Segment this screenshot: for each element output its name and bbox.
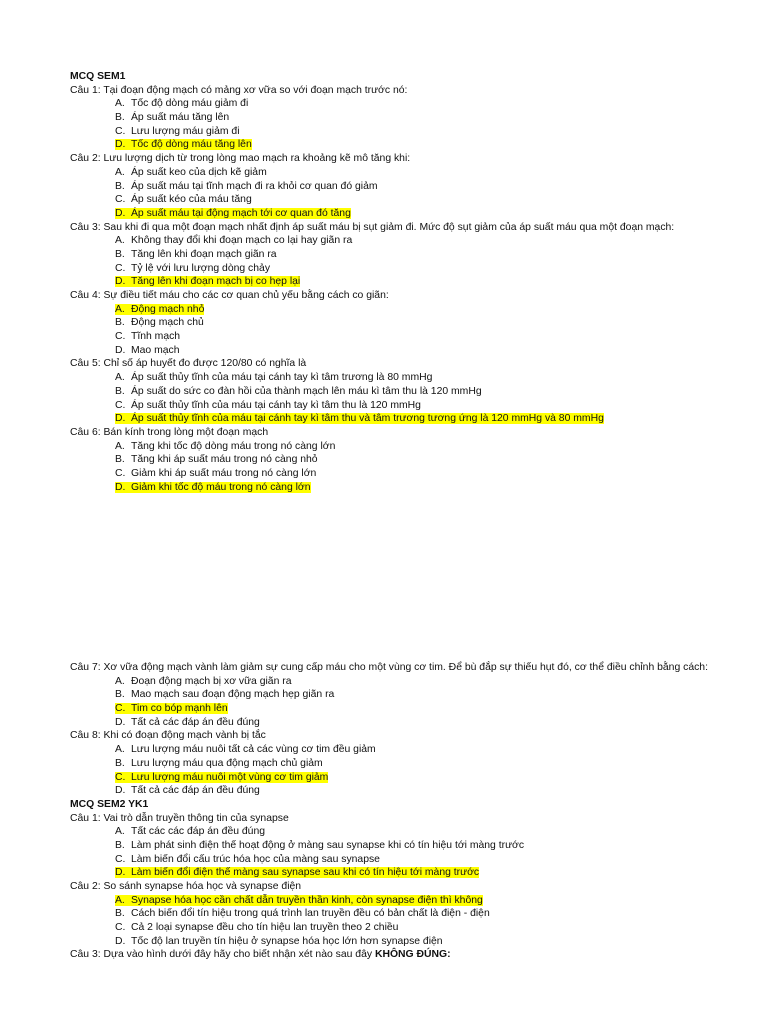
option-c <box>70 467 730 481</box>
option-text: Áp suất máu tăng lên <box>131 112 230 124</box>
option-letter: B. <box>115 385 125 397</box>
option-c <box>70 125 730 139</box>
option-b <box>70 248 730 262</box>
option-d <box>70 275 730 289</box>
option-a <box>70 97 730 111</box>
option-letter: B. <box>115 454 125 466</box>
option-letter: B. <box>115 839 125 851</box>
question-stem-emphasis: KHÔNG ĐÚNG: <box>374 949 451 961</box>
option-letter: B. <box>115 908 125 920</box>
option-letter: C. <box>115 125 126 137</box>
option-letter: D. <box>115 207 126 219</box>
option-c <box>70 921 730 935</box>
option-a <box>70 303 730 317</box>
option-c <box>70 853 730 867</box>
option-b <box>70 688 730 702</box>
option-c <box>70 399 730 413</box>
option-c <box>70 262 730 276</box>
option-c <box>70 330 730 344</box>
option-text: Lưu lượng máu nuôi tất cả các vùng cơ tim đều giảm <box>131 744 376 756</box>
option-text: Tăng khi tốc độ dòng máu trong nó càng lớn <box>131 440 336 452</box>
question-7 <box>70 661 730 729</box>
option-text: Làm biến đổi cấu trúc hóa học của màng sau synapse <box>131 853 380 865</box>
option-text: Cả 2 loại synapse đều cho tín hiệu lan truyền theo 2 chiều <box>131 922 399 934</box>
option-letter: D. <box>115 481 126 493</box>
option-text: Giảm khi áp suất máu trong nó càng lớn <box>131 467 317 479</box>
option-text-highlighted: Làm biến đổi điện thế màng sau synapse sau khi có tín hiệu tới màng trước <box>131 867 480 879</box>
option-text: Tất các các đáp án đều đúng <box>131 826 266 838</box>
option-letter: D. <box>115 413 126 425</box>
question-5 <box>70 357 730 425</box>
option-b <box>70 453 730 467</box>
option-text: Áp suất thủy tĩnh của máu tại cánh tay kì tâm thu là 120 mmHg <box>131 399 421 411</box>
option-letter: C. <box>115 331 126 343</box>
option-text-highlighted: Áp suất thủy tĩnh của máu tại cánh tay kì tâm thu và tâm trương tương ứng là 120 mmHg và 80 mmHg <box>131 413 604 425</box>
question-stem <box>70 948 730 962</box>
option-d <box>70 866 730 880</box>
question-sem2-1 <box>70 812 730 880</box>
option-d <box>70 412 730 426</box>
question-stem-text: Câu 3: Dựa vào hình dưới đây hãy cho biết nhận xét nào sau đây <box>70 949 375 961</box>
option-b <box>70 180 730 194</box>
option-text: Tất cả các đáp án đều đúng <box>131 716 260 728</box>
option-text: Tất cả các đáp án đều đúng <box>131 785 260 797</box>
question-6 <box>70 426 730 494</box>
option-a <box>70 166 730 180</box>
option-text-highlighted: Áp suất máu tại động mạch tới cơ quan đó tăng <box>131 207 351 219</box>
option-a <box>70 234 730 248</box>
option-letter: D. <box>115 276 126 288</box>
section-heading: MCQ SEM1 <box>70 71 126 82</box>
option-a <box>70 825 730 839</box>
option-letter: A. <box>115 744 125 756</box>
option-letter: B. <box>115 180 125 192</box>
option-text: Áp suất keo của dịch kẽ giảm <box>131 166 267 178</box>
option-text: Đoạn động mạch bị xơ vữa giãn ra <box>131 675 292 687</box>
option-b <box>70 839 730 853</box>
question-3 <box>70 221 730 289</box>
option-letter: D. <box>115 344 126 356</box>
option-text-highlighted: Synapse hóa học cần chất dẫn truyền thần kinh, còn synapse điện thì không <box>131 894 483 906</box>
option-d <box>70 481 730 495</box>
question-sem2-3 <box>70 948 730 962</box>
option-c <box>70 702 730 716</box>
option-letter: B. <box>115 689 125 701</box>
option-text: Không thay đổi khi đoạn mạch co lại hay giãn ra <box>131 235 353 247</box>
option-a <box>70 894 730 908</box>
question-4 <box>70 289 730 357</box>
question-sem2-2 <box>70 880 730 948</box>
section-sem1 <box>70 70 730 494</box>
option-letter: B. <box>115 112 125 124</box>
option-text: Tỷ lệ với lưu lượng dòng chảy <box>131 262 271 274</box>
option-c <box>70 771 730 785</box>
option-letter: C. <box>115 771 126 783</box>
option-text: Mao mạch sau đoạn động mạch hẹp giãn ra <box>131 689 335 701</box>
option-letter: D. <box>115 716 126 728</box>
option-text-highlighted: Tim co bóp mạnh lên <box>131 703 228 715</box>
option-letter: A. <box>115 303 125 315</box>
question-stem: Câu 6: Bán kính trong lòng một đoạn mạch <box>70 426 269 438</box>
option-text: Tốc độ dòng máu giảm đi <box>131 98 249 110</box>
option-text: Áp suất máu tại tĩnh mạch đi ra khỏi cơ quan đó giảm <box>131 180 378 192</box>
section-heading: MCQ SEM2 YK1 <box>70 798 149 810</box>
option-a <box>70 743 730 757</box>
option-text-highlighted: Tốc độ dòng máu tăng lên <box>131 139 252 151</box>
option-letter: A. <box>115 98 125 110</box>
option-letter: B. <box>115 317 125 329</box>
option-a <box>70 675 730 689</box>
option-b <box>70 316 730 330</box>
option-text: Làm phát sinh điện thế hoạt động ở màng sau synapse khi có tín hiệu tới màng trước <box>131 839 525 851</box>
option-text: Lưu lượng máu qua động mạch chủ giảm <box>131 757 323 769</box>
option-letter: C. <box>115 194 126 206</box>
option-d <box>70 138 730 152</box>
option-letter: C. <box>115 262 126 274</box>
option-letter: A. <box>115 826 125 838</box>
option-text: Mao mạch <box>131 344 180 356</box>
option-text: Tốc độ lan truyền tín hiệu ở synapse hóa học lớn hơn synapse điện <box>131 935 443 947</box>
question-stem: Câu 2: So sánh synapse hóa học và synapse điện <box>70 881 302 893</box>
question-8 <box>70 729 730 797</box>
option-text: Áp suất kéo của máu tăng <box>131 194 252 206</box>
question-stem: Câu 1: Vai trò dẫn truyền thông tin của synapse <box>70 812 289 824</box>
option-letter: C. <box>115 703 126 715</box>
option-b <box>70 907 730 921</box>
question-1 <box>70 84 730 152</box>
question-stem: Câu 5: Chỉ số áp huyết đo được 120/80 có nghĩa là <box>70 358 307 370</box>
section-sem2-yk1 <box>70 798 730 962</box>
option-letter: D. <box>115 867 126 879</box>
question-stem: Câu 1: Tại đoạn động mạch có mảng xơ vữa so với đoạn mạch trước nó: <box>70 84 408 96</box>
option-text-highlighted: Giảm khi tốc độ máu trong nó càng lớn <box>131 481 311 493</box>
question-stem: Câu 2: Lưu lượng dịch từ trong lòng mao mạch ra khoảng kẽ mô tăng khi: <box>70 153 411 165</box>
option-letter: C. <box>115 853 126 865</box>
option-text-highlighted: Động mạch nhỏ <box>131 303 205 315</box>
option-letter: B. <box>115 248 125 260</box>
option-text: Áp suất do sức co đàn hồi của thành mạch lên máu kì tâm thu là 120 mmHg <box>131 385 482 397</box>
option-d <box>70 784 730 798</box>
option-text-highlighted: Lưu lượng máu nuôi một vùng cơ tim giảm <box>131 771 329 783</box>
option-text: Tăng khi áp suất máu trong nó càng nhỏ <box>131 454 318 466</box>
option-letter: A. <box>115 675 125 687</box>
option-letter: D. <box>115 139 126 151</box>
option-b <box>70 111 730 125</box>
option-d <box>70 935 730 949</box>
option-d <box>70 207 730 221</box>
option-c <box>70 193 730 207</box>
option-letter: A. <box>115 894 125 906</box>
option-b <box>70 757 730 771</box>
option-letter: C. <box>115 467 126 479</box>
section-continued <box>70 661 730 962</box>
question-stem: Câu 4: Sự điều tiết máu cho các cơ quan chủ yếu bằng cách co giãn: <box>70 290 389 301</box>
option-a <box>70 371 730 385</box>
option-letter: D. <box>115 785 126 797</box>
option-letter: A. <box>115 235 125 247</box>
question-2 <box>70 152 730 220</box>
option-text: Tăng lên khi đoạn mạch giãn ra <box>131 248 277 260</box>
option-letter: C. <box>115 922 126 934</box>
option-a <box>70 440 730 454</box>
option-letter: A. <box>115 372 125 384</box>
option-letter: A. <box>115 166 125 178</box>
option-b <box>70 385 730 399</box>
option-letter: C. <box>115 399 126 411</box>
option-d <box>70 344 730 358</box>
option-letter: B. <box>115 757 125 769</box>
option-letter: D. <box>115 935 126 947</box>
option-text: Lưu lượng máu giảm đi <box>131 125 240 137</box>
option-text-highlighted: Tăng lên khi đoạn mạch bị co hẹp lại <box>131 276 301 288</box>
option-text: Cách biến đổi tín hiệu trong quá trình lan truyền đều có bản chất là điện - điện <box>131 908 490 920</box>
question-stem: Câu 8: Khi có đoạn động mạch vành bị tắc <box>70 730 266 742</box>
option-text: Áp suất thủy tĩnh của máu tại cánh tay kì tâm trương là 80 mmHg <box>131 372 433 384</box>
option-text: Tĩnh mạch <box>131 331 181 343</box>
option-letter: A. <box>115 440 125 452</box>
question-stem: Câu 7: Xơ vữa động mạch vành làm giảm sự cung cấp máu cho một vùng cơ tim. Để bù đắp sự thiếu hụt đó, cơ thể điều chỉnh bằng cách: <box>70 662 708 673</box>
question-stem: Câu 3: Sau khi đi qua một đoạn mạch nhất định áp suất máu bị sụt giảm đi. Mức độ sụt giảm của áp suất máu qua một đoạn mạch: <box>70 221 675 233</box>
option-d <box>70 716 730 730</box>
option-text: Động mạch chủ <box>131 317 204 329</box>
